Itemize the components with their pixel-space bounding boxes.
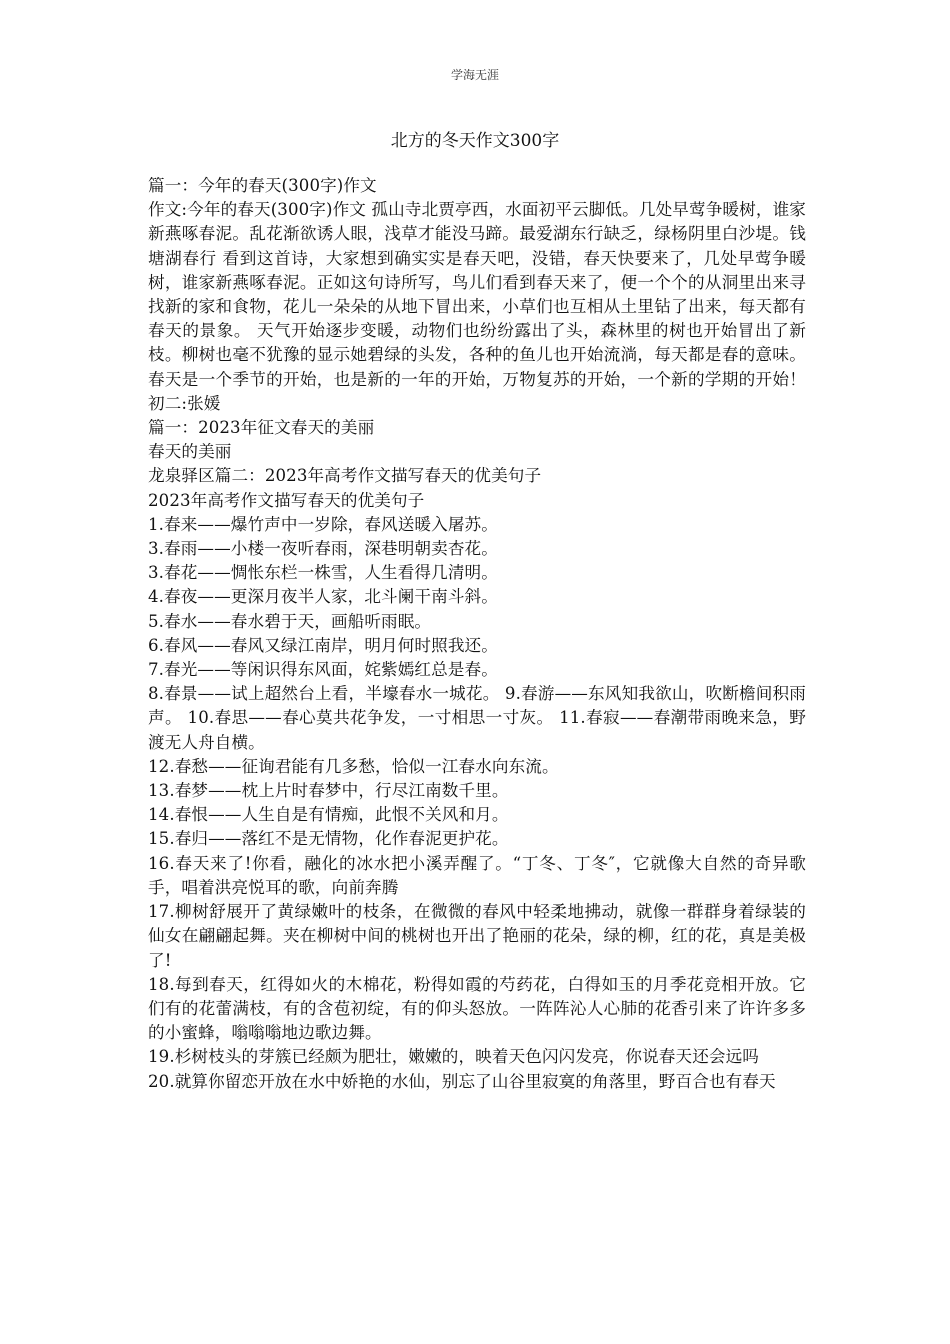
paragraph: 篇一：今年的春天(300字)作文 — [148, 176, 377, 195]
paragraph: 5.春水——春水碧于天，画船听雨眠。 — [148, 611, 432, 631]
paragraph: 3.春雨——小楼一夜听春雨，深巷明朝卖杏花。 — [148, 539, 498, 559]
paragraph: 14.春恨——人生自是有情痴，此恨不关风和月。 — [148, 805, 509, 825]
paragraph: 16.春天来了!你看，融化的冰水把小溪弄醒了。“丁冬、丁冬″，它就像大自然的奇异歌手，唱着洪亮悦耳的歌，向前奔腾 — [148, 853, 806, 897]
paragraph: 15.春归——落红不是无情物，化作春泥更护花。 — [148, 829, 509, 849]
document-title: 北方的冬天作文300字 — [390, 131, 560, 151]
paragraph: 18.每到春天，红得如火的木棉花，粉得如霞的芍药花，白得如玉的月季花竞相开放。它们有的花蕾满枝，有的含苞初绽，有的仰头怒放。一阵阵沁人心肺的花香引来了许许多多的小蜜蜂，嗡嗡嗡地边歌边舞。 — [148, 974, 806, 1043]
paragraph: 6.春风——春风又绿江南岸，明月何时照我还。 — [148, 635, 498, 655]
paragraph: 4.春夜——更深月夜半人家，北斗阑干南斗斜。 — [148, 587, 498, 607]
paragraph: 20.就算你留恋开放在水中娇艳的水仙，别忘了山谷里寂寞的角落里，野百合也有春天 — [148, 1071, 776, 1091]
paragraph: 春天的美丽 — [148, 442, 232, 462]
paragraph: 1.春来——爆竹声中一岁除，春风送暖入屠苏。 — [148, 514, 498, 534]
paragraph: 13.春梦——枕上片时春梦中，行尽江南数千里。 — [148, 781, 509, 801]
paragraph: 龙泉驿区篇二：2023年高考作文描写春天的优美句子 — [148, 466, 542, 486]
paragraph: 17.柳树舒展开了黄绿嫩叶的枝条，在微微的春风中轻柔地拂动，就像一群群身着绿装的仙女在翩翩起舞。夹在柳树中间的桃树也开出了艳丽的花朵，绿的柳，红的花，真是美极了! — [148, 902, 806, 970]
paragraph: 作文:今年的春天(300字)作文 孤山寺北贾亭西，水面初平云脚低。几处早莺争暖树，谁家新燕啄春泥。乱花渐欲诱人眼，浅草才能没马蹄。最爱湖东行缺乏，绿杨阴里白沙堤。钱塘湖春行 看到这首诗，大家想到确实实是春天吧，没错，春天快要来了，几处早莺争暖树，谁家新燕啄春泥。正如这句诗所写，鸟儿们看到春天来了，便一个个的从洞里出来寻找新的家和食物，花儿一朵朵的从地下冒出来，小草们也互相从土里钻了出来，每天都有春天的景象。 天气开始逐步变暖，动物们也纷纷露出了头，森林里的树也开始冒出了新枝。柳树也毫不犹豫的显示她碧绿的头发，各种的鱼儿也开始流淌，每天都是春的意味。 春天是一个季节的开始，也是新的一年的开始，万物复苏的开始，一个新的学期的开始！初二:张媛 — [148, 200, 806, 413]
paragraph: 2023年高考作文描写春天的优美句子 — [148, 490, 425, 510]
paragraph: 3.春花——惆怅东栏一株雪，人生看得几清明。 — [148, 563, 498, 583]
document-body — [148, 174, 806, 1094]
paragraph: 篇一：2023年征文春天的美丽 — [148, 418, 375, 438]
paragraph: 12.春愁——征询君能有几多愁，恰似一江春水向东流。 — [148, 756, 559, 776]
page-header: 学海无涯 — [450, 68, 499, 82]
paragraph: 19.杉树枝头的芽簇已经颇为肥壮，嫩嫩的，映着天色闪闪发亮，你说春天还会远吗 — [148, 1047, 759, 1067]
paragraph: 8.春景——试上超然台上看，半壕春水一城花。 9.春游——东风知我欲山，吹断檐间积雨声。 10.春思——春心莫共花争发，一寸相思一寸灰。 11.春寂——春潮带雨晚来急，野渡无人舟自横。 — [148, 684, 806, 752]
paragraph: 7.春光——等闲识得东风面，姹紫嫣红总是春。 — [148, 660, 498, 680]
